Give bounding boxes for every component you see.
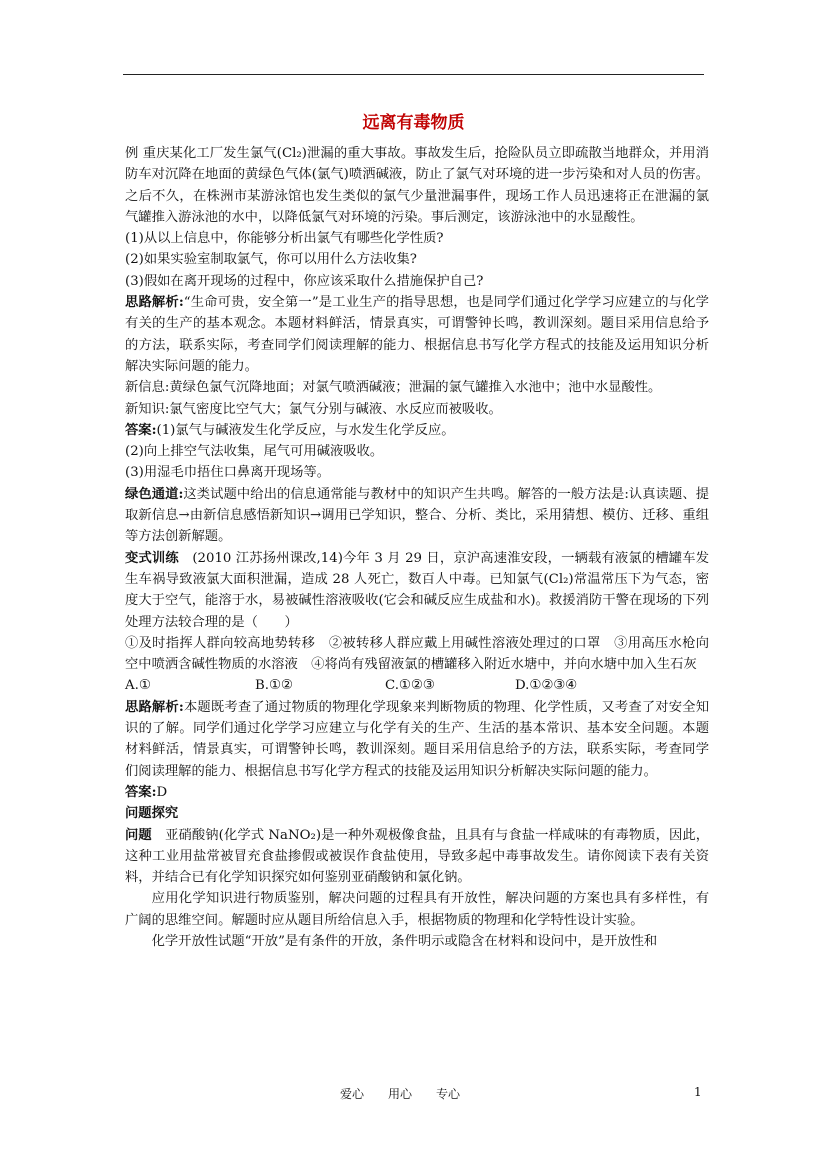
problem xyxy=(125,825,709,889)
document-body xyxy=(125,143,709,952)
question-3: (3)假如在离开现场的过程中，你应该采取什么措施保护自己? xyxy=(125,273,484,289)
answer-2-label: 答案: xyxy=(125,784,157,800)
answer-1-line-1: (1)氯气与碱液发生化学反应，与水发生化学反应。 xyxy=(156,422,455,438)
question-1: (1)从以上信息中，你能够分析出氯气有哪些化学性质? xyxy=(125,231,444,247)
answer-1-line-3: (3)用湿毛巾捂住口鼻离开现场等。 xyxy=(125,465,330,481)
analysis-2-text: 本题既考查了通过物质的物理化学现象来判断物质的物理、化学性质，又考查了对安全知识的了解。同学们通过化学学习应建立与化学有关的生产、生活的基本常识、基本安全问题。本题材料鲜活，情景真实，可谓警钟长鸣，教训深刻。题目采用信息给予的方法，联系实际，考查同学们阅读理解的能力、根据信息书写化学方程式的技能及运用知识分析解决实际问题的能力。 xyxy=(125,699,709,779)
answer-1 xyxy=(125,420,709,441)
answer-2-value: D xyxy=(156,784,168,800)
page-number: 1 xyxy=(694,1085,702,1099)
analysis-2-label: 思路解析: xyxy=(125,699,184,715)
explore-heading: 问题探究 xyxy=(125,806,179,822)
new-knowledge: 新知识:氯气密度比空气大；氯气分别与碱液、水反应而被吸收。 xyxy=(125,401,502,417)
open-paragraph: 化学开放性试题“开放”是有条件的开放，条件明示或隐含在材料和设问中，是开放性和 xyxy=(151,933,658,949)
answer-2 xyxy=(125,782,709,803)
variant-exercise xyxy=(125,548,709,633)
footer-motto: 爱心 用心 专心 xyxy=(340,1087,461,1101)
option-b: B.①② xyxy=(255,678,293,694)
green-channel xyxy=(125,484,709,548)
variant-label: 变式训练 xyxy=(125,550,179,566)
option-c: C.①②③ xyxy=(385,678,435,694)
variant-text: (2010 江苏扬州课改,14)今年 3 月 29 日，京沪高速淮安段，一辆载有液氯的槽罐车发生车祸导致液氯大面积泄漏，造成 28 人死亡，数百人中毒。已知氯气(Cl₂)常温常压下为气态，密度大于空气，能溶于水，易被碱性溶液吸收(它会和碱反应生成盐和水)。救援消防干警在现场的下列处理方法较合理的是（ ） xyxy=(125,550,710,630)
analysis-1 xyxy=(125,292,709,377)
option-a: A.① xyxy=(125,678,151,694)
question-2: (2)如果实验室制取氯气，你可以用什么方法收集? xyxy=(125,252,417,268)
green-channel-label: 绿色通道: xyxy=(125,486,184,502)
answer-1-label: 答案: xyxy=(125,422,157,438)
problem-text: 亚硝酸钠(化学式 NaNO₂)是一种外观极像食盐，且具有与食盐一样咸味的有毒物质，因此，这种工业用盐常被冒充食盐掺假或被误作食盐使用，导致多起中毒事故发生。请你阅读下表有关资料，并结合已有化学知识探究如何鉴别亚硝酸钠和氯化钠。 xyxy=(125,827,710,886)
analysis-1-label: 思路解析: xyxy=(125,295,184,311)
measures-list: ①及时指挥人群向较高地势转移 ②被转移人群应戴上用碱性溶液处理过的口罩 ③用高压水枪向空中喷洒含碱性物质的水溶液 ④将尚有残留液氯的槽罐移入附近水塘中，并向水塘中加入生石灰 xyxy=(125,635,709,673)
page-title: 远离有毒物质 xyxy=(362,113,465,133)
analysis-2 xyxy=(125,697,709,782)
answer-1-line-2: (2)向上排空气法收集，尾气可用碱液吸收。 xyxy=(125,444,384,460)
answer-options xyxy=(125,675,709,696)
option-d: D.①②③④ xyxy=(515,678,578,694)
green-channel-text: 这类试题中给出的信息通常能与教材中的知识产生共鸣。解答的一般方法是:认真读题、提取新信息→由新信息感悟新知识→调用已学知识，整合、分析、类比，采用猜想、模仿、迁移、重组等方法创新解题。 xyxy=(125,486,709,545)
example-paragraph: 例 重庆某化工厂发生氯气(Cl₂)泄漏的重大事故。事故发生后，抢险队员立即疏散当地群众，并用消防车对沉降在地面的黄绿色气体(氯气)喷洒碱液，防止了氯气对环境的进一步污染和对人员的伤害。之后不久，在株洲市某游泳馆也发生类似的氯气少量泄漏事件，现场工作人员迅速将正在泄漏的氯气罐推入游泳池的水中，以降低氯气对环境的污染。事后测定，该游泳池中的水显酸性。 xyxy=(125,146,709,225)
analysis-1-text: “生命可贵，安全第一”是工业生产的指导思想，也是同学们通过化学学习应建立的与化学有关的生产的基本观念。本题材料鲜活，情景真实，可谓警钟长鸣，教训深刻。题目采用信息给予的方法，联系实际，考查同学们阅读理解的能力、根据信息书写化学方程式的技能及运用知识分析解决实际问题的能力。 xyxy=(125,295,709,374)
header-rule xyxy=(123,74,704,75)
new-info: 新信息:黄绿色氯气沉降地面；对氯气喷洒碱液；泄漏的氯气罐推入水池中；池中水显酸性。 xyxy=(125,380,662,396)
problem-label: 问题 xyxy=(125,827,152,843)
apply-paragraph: 应用化学知识进行物质鉴别，解决问题的过程具有开放性，解决问题的方案也具有多样性，有广阔的思维空间。解题时应从题目所给信息入手，根据物质的物理和化学特性设计实验。 xyxy=(125,891,709,928)
